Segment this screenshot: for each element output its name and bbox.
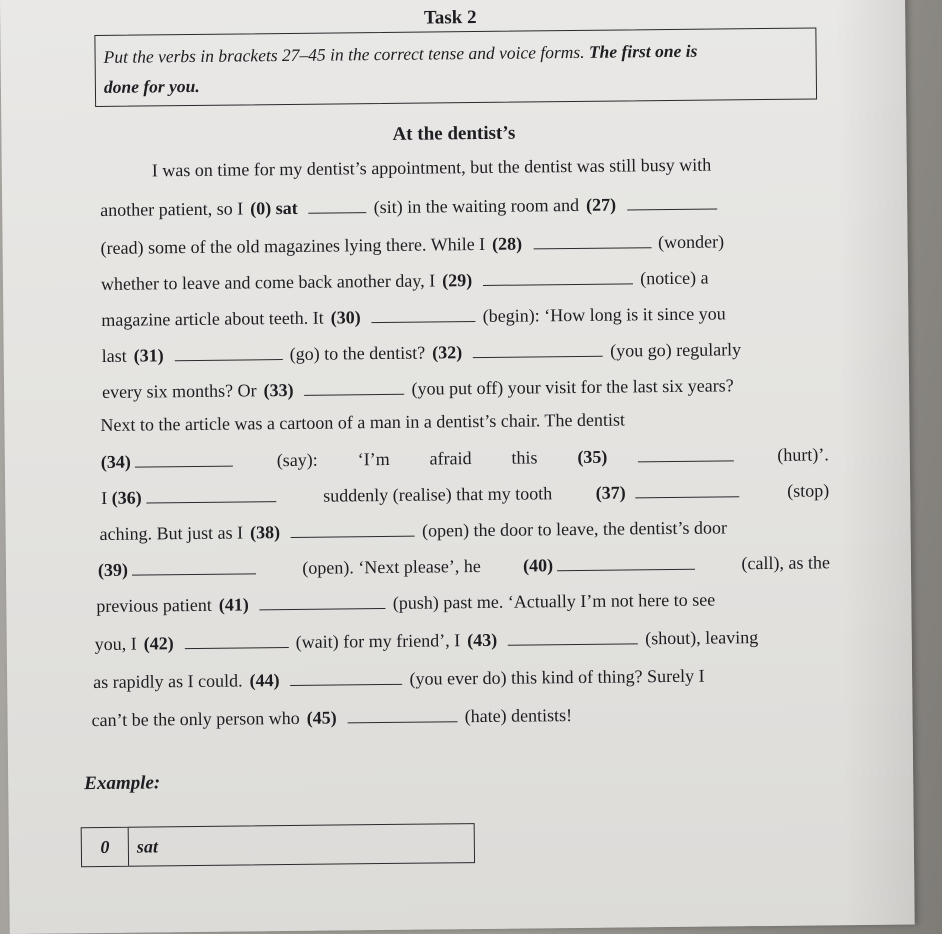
line-text: suddenly (realise) that my tooth xyxy=(323,483,553,506)
answer-blank[interactable] xyxy=(132,555,256,575)
task-title: Task 2 xyxy=(423,7,477,29)
line-text: (call), as the xyxy=(741,552,831,574)
example-answer: sat xyxy=(136,835,158,857)
text-line xyxy=(91,699,819,732)
answer-blank[interactable] xyxy=(185,629,289,649)
text-line xyxy=(152,151,816,182)
line-text: (you put off) your visit for the last six years? xyxy=(411,375,734,399)
line-text: previous patient xyxy=(96,594,212,617)
gap-number: (45) xyxy=(306,707,337,728)
answer-blank[interactable] xyxy=(135,448,233,468)
line-text: (open) the door to leave, the dentist’s door xyxy=(421,517,728,541)
answer-blank[interactable] xyxy=(309,194,367,214)
text-line xyxy=(101,477,829,510)
line-text: Next to the article was a cartoon of a man in a dentist’s chair. The dentist xyxy=(100,409,626,435)
text-line xyxy=(100,227,828,260)
answer-blank[interactable] xyxy=(372,303,476,323)
text-line xyxy=(93,661,821,694)
text-line xyxy=(101,441,829,474)
gap-number: (37) xyxy=(595,482,626,503)
example-label: Example: xyxy=(84,772,161,795)
gap-number: (43) xyxy=(467,629,498,651)
line-text: (you go) regularly xyxy=(610,339,742,361)
line-text: afraid xyxy=(429,448,472,469)
instructions-box xyxy=(94,27,817,107)
line-text: (hurt)’. xyxy=(777,444,829,465)
line-text: I was on time for my dentist’s appointment, but the dentist was still busy with xyxy=(151,154,712,181)
answer-blank[interactable] xyxy=(473,338,603,358)
gap-number: (27) xyxy=(586,194,617,215)
line-text: this xyxy=(511,447,538,468)
line-text: you, I xyxy=(94,633,137,655)
story-title: At the dentist’s xyxy=(392,122,516,145)
gap-number: (40) xyxy=(523,555,554,576)
answer-blank[interactable] xyxy=(348,703,458,723)
answer-blank[interactable] xyxy=(508,625,638,645)
line-text: every six months? Or xyxy=(102,380,257,402)
gap-number: (41) xyxy=(218,594,249,615)
answer-blank[interactable] xyxy=(557,551,695,571)
line-text: can’t be the only person who xyxy=(91,707,300,731)
text-line xyxy=(102,371,830,404)
answer-blank[interactable] xyxy=(291,518,415,538)
gap-number: (28) xyxy=(492,233,523,254)
line-text: (shout), leaving xyxy=(645,627,759,649)
gap-number: (39) xyxy=(97,559,129,581)
line-text: whether to leave and come back another day, I xyxy=(100,270,436,294)
line-text: (wait) for my friend’, I xyxy=(295,630,461,652)
line-text: (sit) in the waiting room and xyxy=(373,194,580,218)
instructions-text: Put the verbs in brackets 27–45 in the correct tense and voice forms. xyxy=(103,41,585,67)
gap-number: (31) xyxy=(133,345,164,366)
line-text: (you ever do) this kind of thing? Surely I xyxy=(409,665,705,689)
answer-blank[interactable] xyxy=(146,483,276,503)
gap-number: (0) sat xyxy=(250,197,298,219)
line-text: last xyxy=(101,345,127,366)
example-answer-table xyxy=(81,823,475,867)
line-text: (wonder) xyxy=(657,231,725,253)
gap-number: (35) xyxy=(577,446,608,467)
line-text: (go) to the dentist? xyxy=(289,342,426,364)
gap-number: (33) xyxy=(263,379,294,401)
answer-blank[interactable] xyxy=(260,590,386,610)
example-number: 0 xyxy=(82,828,129,866)
text-line xyxy=(98,549,830,582)
answer-blank[interactable] xyxy=(637,442,733,462)
gap-number: (44) xyxy=(249,670,280,691)
gap-number: (30) xyxy=(330,307,361,328)
text-line xyxy=(101,263,829,296)
text-line xyxy=(100,405,826,437)
line-text: (notice) a xyxy=(640,267,709,289)
text-line xyxy=(96,585,824,618)
line-text: (stop) xyxy=(787,480,830,501)
answer-blank[interactable] xyxy=(175,341,283,361)
line-text: another patient, so I xyxy=(100,198,244,220)
text-line xyxy=(100,189,828,222)
answer-blank[interactable] xyxy=(304,376,404,396)
gap-number: (38) xyxy=(249,522,281,543)
line-text: (push) past me. ‘Actually I’m not here to see xyxy=(392,589,716,613)
gap-number: (42) xyxy=(143,633,174,654)
line-text: ‘I’m xyxy=(357,448,390,470)
gap-number: (29) xyxy=(442,270,473,291)
instructions-emphasis-2: done for you. xyxy=(103,75,200,97)
line-text: (read) some of the old magazines lying there. While I xyxy=(100,233,486,258)
text-line xyxy=(95,623,823,656)
answer-blank[interactable] xyxy=(636,478,740,498)
answer-blank[interactable] xyxy=(290,666,402,686)
line-text: (hate) dentists! xyxy=(464,705,573,727)
answer-blank[interactable] xyxy=(533,229,651,249)
line-text: (open). ‘Next please’, he xyxy=(302,555,481,578)
instructions-emphasis: The first one is xyxy=(588,40,698,62)
line-text: (say): xyxy=(276,449,318,471)
answer-blank[interactable] xyxy=(627,191,717,211)
text-line xyxy=(101,299,829,332)
line-text: (begin): ‘How long is it since you xyxy=(482,303,726,326)
gap-number: (36) xyxy=(111,487,142,508)
text-line xyxy=(102,335,830,368)
line-text: I xyxy=(101,487,108,508)
line-text: aching. But just as I xyxy=(99,522,244,544)
answer-blank[interactable] xyxy=(483,265,633,286)
line-text: magazine article about teeth. It xyxy=(101,307,324,330)
line-text: as rapidly as I could. xyxy=(93,670,243,693)
gap-number: (32) xyxy=(432,342,463,363)
text-line xyxy=(99,513,827,546)
gap-number: (34) xyxy=(100,451,131,472)
